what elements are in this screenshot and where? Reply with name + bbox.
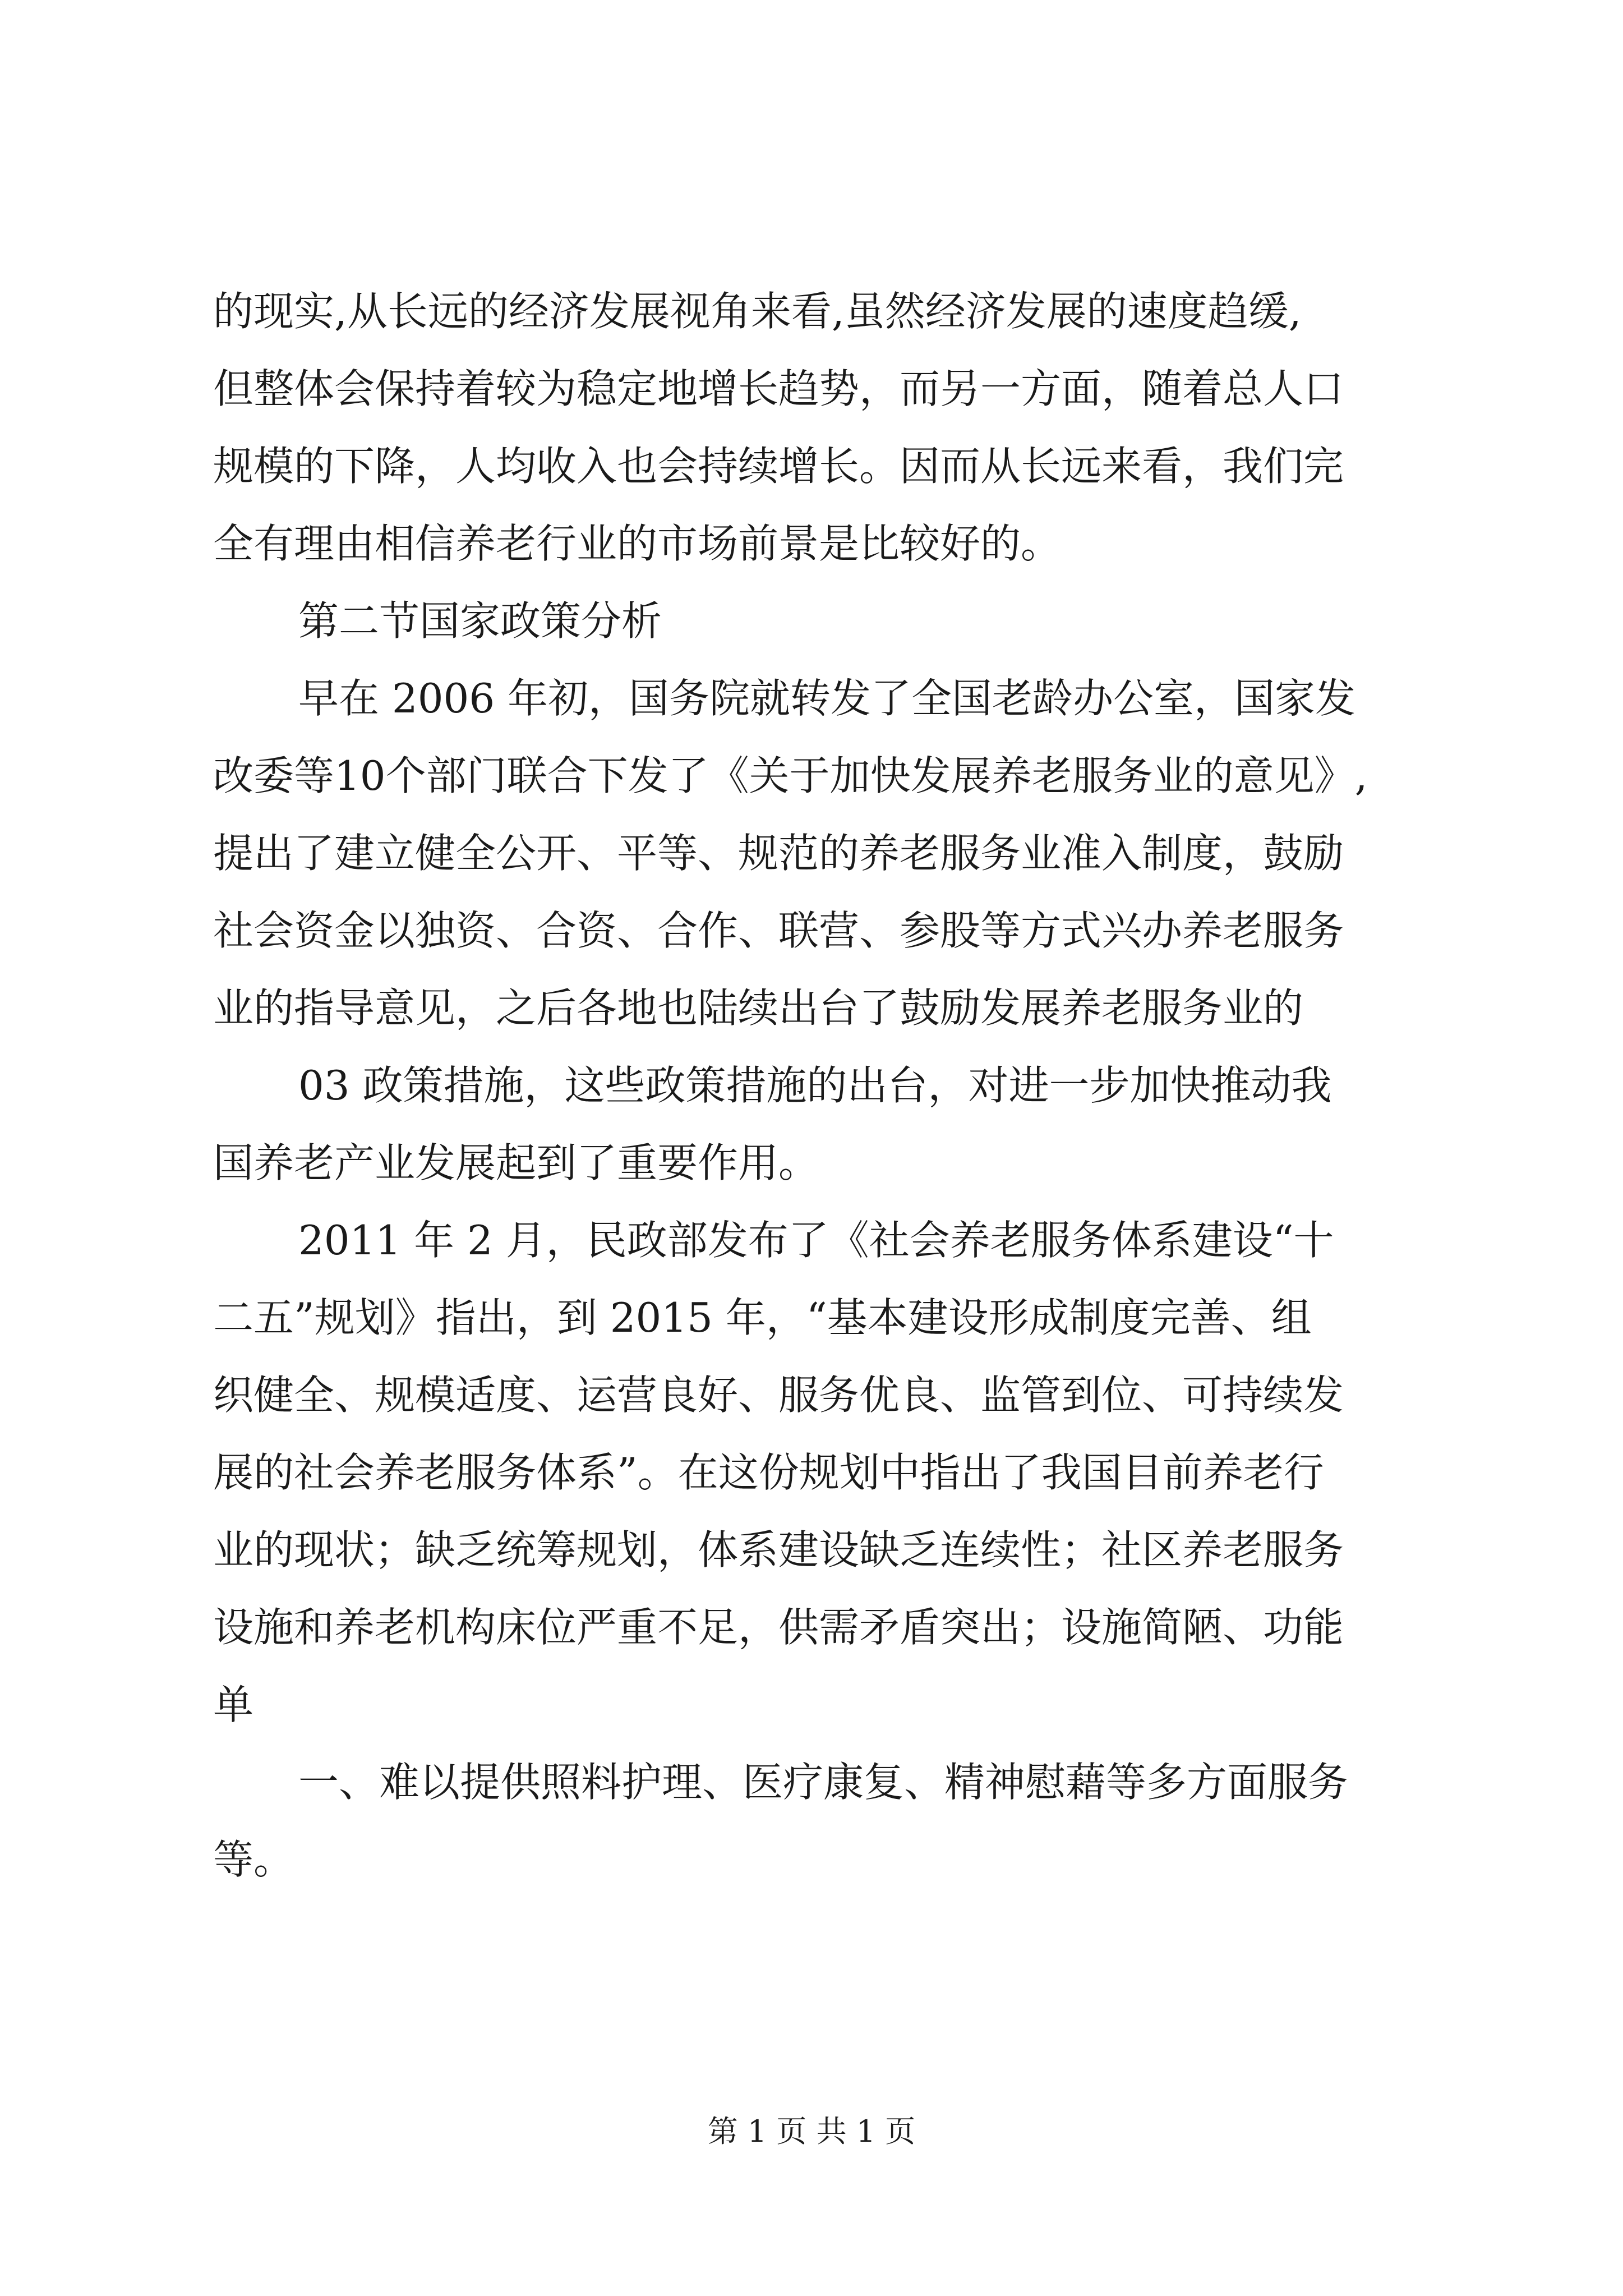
body-line: 织健全、规模适度、运营良好、服务优良、监管到位、可持续发 bbox=[213, 1372, 1344, 1419]
body-line: 二五”规划》指出，到 2015 年，“基本建设形成制度完善、组 bbox=[213, 1294, 1312, 1341]
body-line: 业的现状；缺乏统筹规划，体系建设缺乏连续性；社区养老服务 bbox=[213, 1526, 1344, 1573]
body-line: 提出了建立健全公开、平等、规范的养老服务业准入制度，鼓励 bbox=[213, 830, 1344, 877]
body-line: 设施和养老机构床位严重不足，供需矛盾突出；设施简陋、功能 bbox=[213, 1604, 1344, 1651]
body-line: 社会资金以独资、合资、合作、联营、参股等方式兴办养老服务 bbox=[213, 907, 1344, 954]
body-line: 改委等10个部门联合下发了《关于加快发展养老服务业的意见》, bbox=[213, 752, 1368, 799]
body-line: 单 bbox=[213, 1681, 254, 1728]
body-line: 等。 bbox=[213, 1836, 294, 1883]
body-line: 2011 年 2 月，民政部发布了《社会养老服务体系建设“十 bbox=[298, 1217, 1334, 1264]
body-line: 早在 2006 年初，国务院就转发了全国老龄办公室，国家发 bbox=[298, 675, 1356, 722]
page-footer: 第 1 页 共 1 页 bbox=[707, 2114, 916, 2149]
body-line: 一、难以提供照料护理、医疗康复、精神慰藉等多方面服务 bbox=[298, 1759, 1349, 1806]
section-heading: 第二节国家政策分析 bbox=[298, 597, 662, 645]
body-line: 03 政策措施，这些政策措施的出台，对进一步加快推动我 bbox=[298, 1062, 1332, 1109]
body-line: 但整体会保持着较为稳定地增长趋势，而另一方面，随着总人口 bbox=[213, 365, 1344, 412]
body-line: 规模的下降，人均收入也会持续增长。因而从长远来看，我们完 bbox=[213, 443, 1344, 490]
body-line: 全有理由相信养老行业的市场前景是比较好的。 bbox=[213, 520, 1062, 567]
body-line: 展的社会养老服务体系”。在这份规划中指出了我国目前养老行 bbox=[213, 1449, 1324, 1496]
body-line: 业的指导意见，之后各地也陆续出台了鼓励发展养老服务业的 bbox=[213, 984, 1304, 1032]
body-line: 国养老产业发展起到了重要作用。 bbox=[213, 1139, 819, 1186]
body-line: 的现实,从长远的经济发展视角来看,虽然经济发展的速度趋缓, bbox=[213, 288, 1302, 335]
